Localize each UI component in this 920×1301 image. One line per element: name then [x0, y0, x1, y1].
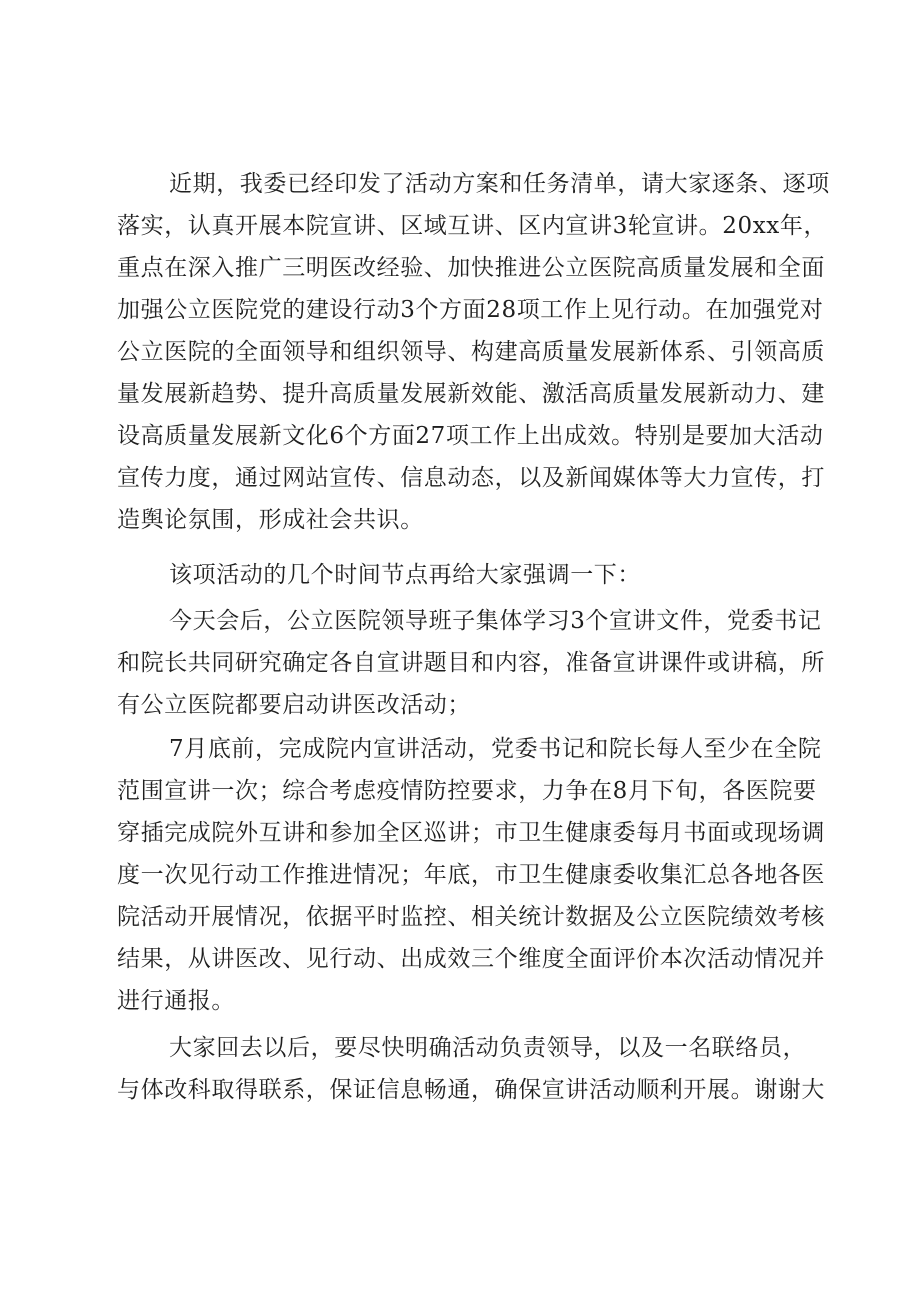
paragraph-1-line-8: 宣传力度，通过网站宣传、信息动态，以及新闻媒体等大力宣传，打 — [117, 465, 825, 491]
paragraph-4-line-5: 院活动开展情况，依据平时监控、相关统计数据及公立医院绩效考核 — [117, 904, 825, 930]
paragraph-1-line-5: 公立医院的全面领导和组织领导、构建高质量发展新体系、引领高质 — [117, 339, 825, 365]
paragraph-4-line-7: 进行通报。 — [117, 988, 235, 1014]
paragraph-4-line-1: 7月底前，完成院内宣讲活动，党委书记和院长每人至少在全院 — [169, 736, 822, 762]
paragraph-1-line-1: 近期，我委已经印发了活动方案和任务清单，请大家逐条、逐项 — [169, 171, 830, 197]
paragraph-4-line-4: 度一次见行动工作推进情况；年底，市卫生健康委收集汇总各地各医 — [117, 862, 825, 888]
paragraph-3-line-1: 今天会后，公立医院领导班子集体学习3个宣讲文件，党委书记 — [169, 608, 822, 634]
paragraph-5-line-1: 大家回去以后，要尽快明确活动负责领导，以及一名联络员， — [169, 1035, 807, 1061]
paragraph-5-line-2: 与体改科取得联系，保证信息畅通，确保宣讲活动顺利开展。谢谢大 — [117, 1077, 825, 1103]
paragraph-4-line-3: 穿插完成院外互讲和参加全区巡讲；市卫生健康委每月书面或现场调 — [117, 820, 825, 846]
paragraph-1-line-9: 造舆论氛围，形成社会共识。 — [117, 507, 424, 533]
paragraph-3-line-3: 有公立医院都要启动讲医改活动； — [117, 692, 471, 718]
paragraph-4-line-6: 结果，从讲医改、见行动、出成效三个维度全面评价本次活动情况并 — [117, 946, 825, 972]
paragraph-2-line-1: 该项活动的几个时间节点再给大家强调一下： — [169, 562, 641, 588]
paragraph-1-line-3: 重点在深入推广三明医改经验、加快推进公立医院高质量发展和全面 — [117, 255, 825, 281]
paragraph-1-line-4: 加强公立医院党的建设行动3个方面28项工作上见行动。在加强党对 — [117, 297, 824, 323]
paragraph-4-line-2: 范围宣讲一次；综合考虑疫情防控要求，力争在8月下旬，各医院要 — [117, 778, 817, 804]
paragraph-1-line-2: 落实，认真开展本院宣讲、区域互讲、区内宣讲3轮宣讲。20xx年， — [117, 213, 828, 239]
paragraph-1-line-7: 设高质量发展新文化6个方面27项工作上出成效。特别是要加大活动 — [117, 423, 824, 449]
paragraph-1-line-6: 量发展新趋势、提升高质量发展新效能、激活高质量发展新动力、建 — [117, 381, 825, 407]
paragraph-3-line-2: 和院长共同研究确定各自宣讲题目和内容，准备宣讲课件或讲稿，所 — [117, 650, 825, 676]
